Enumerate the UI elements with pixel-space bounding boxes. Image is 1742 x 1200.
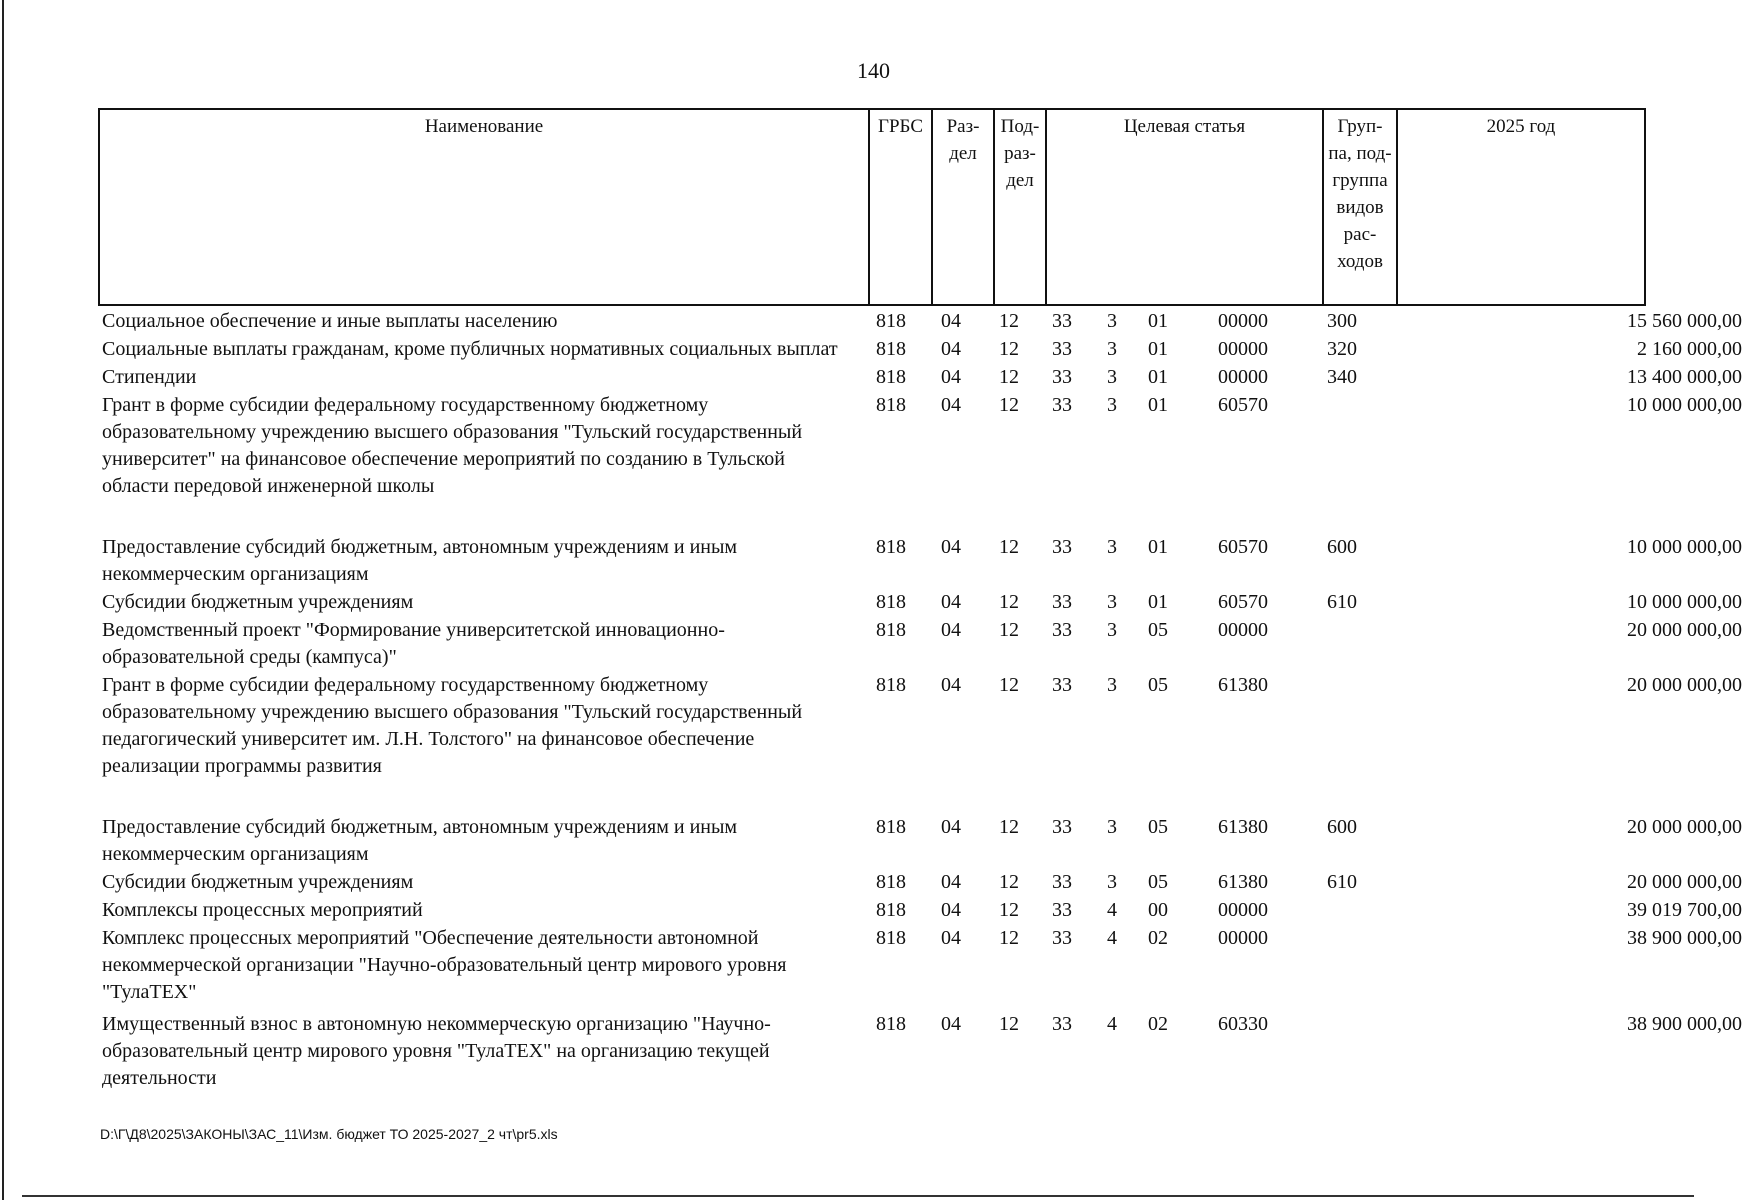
- row-amount: 13 400 000,00: [1627, 366, 1742, 388]
- row-target-direction: 61380: [1218, 816, 1268, 838]
- table-row: [98, 869, 1742, 896]
- row-target-program: 33: [1052, 310, 1072, 332]
- row-grbs: 818: [876, 674, 906, 696]
- row-target-subprogram: 05: [1148, 871, 1168, 893]
- table-row: [98, 617, 1742, 671]
- row-target-direction: 00000: [1218, 927, 1268, 949]
- row-target-program: 33: [1052, 816, 1072, 838]
- row-name: Социальное обеспечение и иные выплаты населению: [102, 310, 558, 332]
- row-amount: 20 000 000,00: [1627, 871, 1742, 893]
- row-name: Субсидии бюджетным учреждениям: [102, 591, 414, 613]
- row-target-subprogram: 05: [1148, 816, 1168, 838]
- row-grbs: 818: [876, 366, 906, 388]
- row-razdel: 04: [941, 366, 961, 388]
- row-podrazdel: 12: [999, 871, 1019, 893]
- table-row: [98, 336, 1742, 363]
- row-podrazdel: 12: [999, 927, 1019, 949]
- row-target-type: 3: [1107, 536, 1117, 558]
- row-expense-group: 600: [1327, 816, 1357, 838]
- row-target-subprogram: 01: [1148, 536, 1168, 558]
- table-body: [98, 308, 1742, 1092]
- table-row: [98, 589, 1742, 616]
- row-amount: 20 000 000,00: [1627, 619, 1742, 641]
- row-target-subprogram: 02: [1148, 1013, 1168, 1035]
- row-razdel: 04: [941, 394, 961, 416]
- row-name: Социальные выплаты гражданам, кроме публичных нормативных социальных выплат: [102, 338, 838, 360]
- row-name: Субсидии бюджетным учреждениям: [102, 871, 414, 893]
- row-target-type: 3: [1107, 310, 1117, 332]
- header-expense-group: Груп- па, под- группа видов рас- ходов: [1322, 110, 1396, 304]
- table-header: [98, 108, 1646, 306]
- row-razdel: 04: [941, 674, 961, 696]
- row-amount: 15 560 000,00: [1627, 310, 1742, 332]
- file-path: D:\Г\Д8\2025\ЗАКОНЫ\ЗАС_11\Изм. бюджет ТО 2025-2027_2 чт\pr5.xls: [100, 1126, 558, 1142]
- table-row: [98, 308, 1742, 335]
- row-razdel: 04: [941, 1013, 961, 1035]
- page-number: 140: [857, 58, 890, 83]
- row-target-type: 3: [1107, 816, 1117, 838]
- row-target-type: 3: [1107, 338, 1117, 360]
- row-target-program: 33: [1052, 1013, 1072, 1035]
- header-target-article: Целевая статья: [1045, 110, 1322, 304]
- row-grbs: 818: [876, 591, 906, 613]
- row-target-direction: 60330: [1218, 1013, 1268, 1035]
- row-name: Грант в форме субсидии федеральному государственному бюджетному образовательному учреждению высшего образования "Тульский государственный педагогический университет им. Л.Н. Толстого" на финансовое обеспечение реализации программы развития: [102, 674, 803, 777]
- row-target-direction: 61380: [1218, 871, 1268, 893]
- row-amount: 39 019 700,00: [1627, 899, 1742, 921]
- row-target-direction: 00000: [1218, 338, 1268, 360]
- table-row: [98, 897, 1742, 924]
- row-target-program: 33: [1052, 899, 1072, 921]
- row-target-type: 3: [1107, 619, 1117, 641]
- row-target-direction: 60570: [1218, 591, 1268, 613]
- row-podrazdel: 12: [999, 619, 1019, 641]
- row-name: Комплексы процессных мероприятий: [102, 899, 423, 921]
- header-podrazdel: Под- раз- дел: [993, 110, 1045, 304]
- row-grbs: 818: [876, 619, 906, 641]
- row-target-type: 3: [1107, 366, 1117, 388]
- row-target-program: 33: [1052, 871, 1072, 893]
- row-target-type: 3: [1107, 591, 1117, 613]
- row-razdel: 04: [941, 536, 961, 558]
- row-podrazdel: 12: [999, 591, 1019, 613]
- row-razdel: 04: [941, 619, 961, 641]
- row-target-direction: 61380: [1218, 674, 1268, 696]
- row-grbs: 818: [876, 394, 906, 416]
- row-grbs: 818: [876, 927, 906, 949]
- row-target-program: 33: [1052, 394, 1072, 416]
- row-target-subprogram: 01: [1148, 310, 1168, 332]
- row-grbs: 818: [876, 536, 906, 558]
- row-name: Грант в форме субсидии федеральному государственному бюджетному образовательному учреждению высшего образования "Тульский государственный университет" на финансовое обеспечение мероприятий по созданию в Тульской области передовой инженерной школы: [102, 394, 803, 497]
- table-row: [98, 814, 1742, 868]
- row-amount: 20 000 000,00: [1627, 674, 1742, 696]
- row-target-direction: 60570: [1218, 394, 1268, 416]
- row-amount: 38 900 000,00: [1627, 1013, 1742, 1035]
- row-name: Предоставление субсидий бюджетным, автономным учреждениям и иным некоммерческим организациям: [102, 816, 738, 865]
- row-podrazdel: 12: [999, 899, 1019, 921]
- page-frame-bottom: [22, 1195, 1694, 1197]
- row-target-subprogram: 01: [1148, 338, 1168, 360]
- row-expense-group: 600: [1327, 536, 1357, 558]
- row-expense-group: 340: [1327, 366, 1357, 388]
- row-name: Ведомственный проект "Формирование университетской инновационно-образовательной среды (кампуса)": [102, 619, 725, 668]
- row-name: Комплекс процессных мероприятий "Обеспечение деятельности автономной некоммерческой организации "Научно-образовательный центр мирового уровня "ТулаТЕХ": [102, 927, 787, 1003]
- row-grbs: 818: [876, 871, 906, 893]
- row-target-type: 4: [1107, 899, 1117, 921]
- table-row: [98, 364, 1742, 391]
- row-expense-group: 610: [1327, 871, 1357, 893]
- row-name: Имущественный взнос в автономную некоммерческую организацию "Научно-образовательный центр мирового уровня "ТулаТЕХ" на организацию текущей деятельности: [102, 1013, 771, 1089]
- table-row: [98, 672, 1742, 780]
- row-razdel: 04: [941, 871, 961, 893]
- header-grbs: ГРБС: [868, 110, 931, 304]
- header-razdel: Раз- дел: [931, 110, 993, 304]
- row-razdel: 04: [941, 816, 961, 838]
- row-amount: 10 000 000,00: [1627, 536, 1742, 558]
- row-razdel: 04: [941, 338, 961, 360]
- page-frame-left: [2, 0, 4, 1200]
- row-target-direction: 60570: [1218, 536, 1268, 558]
- row-podrazdel: 12: [999, 310, 1019, 332]
- row-grbs: 818: [876, 338, 906, 360]
- row-grbs: 818: [876, 1013, 906, 1035]
- row-podrazdel: 12: [999, 394, 1019, 416]
- row-target-subprogram: 01: [1148, 591, 1168, 613]
- row-target-direction: 00000: [1218, 619, 1268, 641]
- row-podrazdel: 12: [999, 674, 1019, 696]
- row-name: Стипендии: [102, 366, 197, 388]
- row-target-program: 33: [1052, 674, 1072, 696]
- row-amount: 10 000 000,00: [1627, 394, 1742, 416]
- row-target-subprogram: 00: [1148, 899, 1168, 921]
- row-expense-group: 320: [1327, 338, 1357, 360]
- row-target-type: 3: [1107, 871, 1117, 893]
- row-expense-group: 610: [1327, 591, 1357, 613]
- row-amount: 2 160 000,00: [1637, 338, 1742, 360]
- table-row: [98, 534, 1742, 588]
- row-name: Предоставление субсидий бюджетным, автономным учреждениям и иным некоммерческим организациям: [102, 536, 738, 585]
- row-target-subprogram: 02: [1148, 927, 1168, 949]
- row-amount: 10 000 000,00: [1627, 591, 1742, 613]
- header-year: 2025 год: [1396, 110, 1644, 304]
- row-podrazdel: 12: [999, 816, 1019, 838]
- row-target-program: 33: [1052, 927, 1072, 949]
- row-target-subprogram: 01: [1148, 366, 1168, 388]
- row-target-program: 33: [1052, 536, 1072, 558]
- table-row: [98, 392, 1742, 500]
- row-amount: 38 900 000,00: [1627, 927, 1742, 949]
- row-target-direction: 00000: [1218, 366, 1268, 388]
- row-target-program: 33: [1052, 591, 1072, 613]
- row-target-type: 3: [1107, 394, 1117, 416]
- row-podrazdel: 12: [999, 536, 1019, 558]
- row-podrazdel: 12: [999, 1013, 1019, 1035]
- header-name: Наименование: [424, 116, 544, 137]
- row-target-type: 3: [1107, 674, 1117, 696]
- row-target-direction: 00000: [1218, 899, 1268, 921]
- row-target-program: 33: [1052, 338, 1072, 360]
- row-target-program: 33: [1052, 366, 1072, 388]
- row-expense-group: 300: [1327, 310, 1357, 332]
- row-podrazdel: 12: [999, 338, 1019, 360]
- row-target-type: 4: [1107, 1013, 1117, 1035]
- row-razdel: 04: [941, 310, 961, 332]
- row-target-subprogram: 05: [1148, 619, 1168, 641]
- row-target-program: 33: [1052, 619, 1072, 641]
- row-target-type: 4: [1107, 927, 1117, 949]
- row-podrazdel: 12: [999, 366, 1019, 388]
- row-amount: 20 000 000,00: [1627, 816, 1742, 838]
- row-target-subprogram: 01: [1148, 394, 1168, 416]
- row-grbs: 818: [876, 816, 906, 838]
- table-row: [98, 1011, 1742, 1092]
- row-grbs: 818: [876, 310, 906, 332]
- row-grbs: 818: [876, 899, 906, 921]
- table-row: [98, 925, 1742, 1006]
- row-razdel: 04: [941, 899, 961, 921]
- row-razdel: 04: [941, 591, 961, 613]
- row-target-subprogram: 05: [1148, 674, 1168, 696]
- row-razdel: 04: [941, 927, 961, 949]
- row-target-direction: 00000: [1218, 310, 1268, 332]
